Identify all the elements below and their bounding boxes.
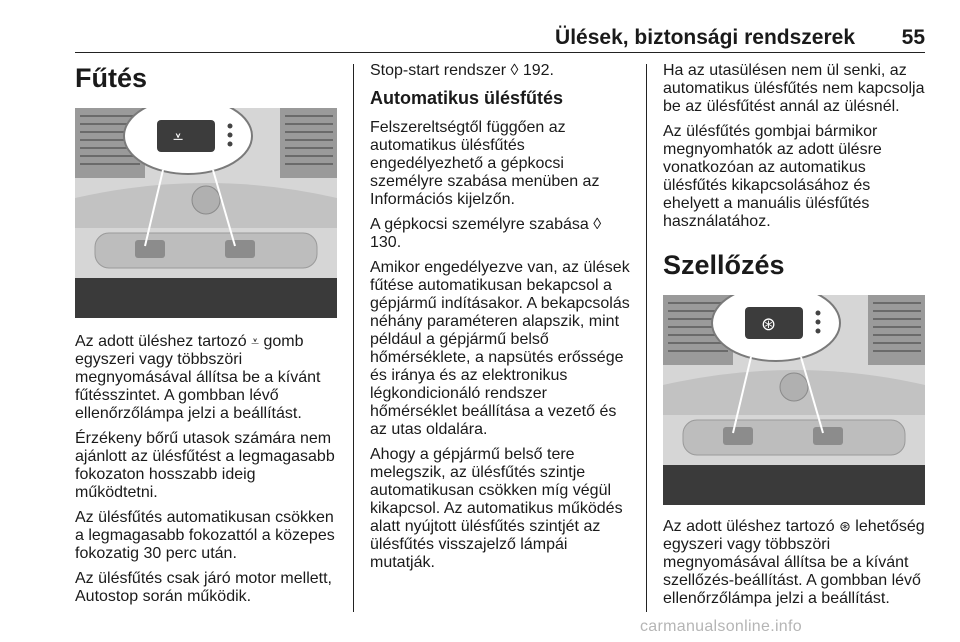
svg-text:⊛: ⊛ xyxy=(761,314,777,335)
column-divider-1 xyxy=(353,64,354,612)
paragraph-1: Az adott üléshez tartozó ⩡ gomb egyszeri vagy többszöri megnyomásával állítsa be a kívánt fűtésszintet. A gombban lévő ellenőrzőlámpa jelzi a beállítást. xyxy=(75,333,321,422)
paragraph-3: Amikor engedélyezve van, az ülések fűtése automatikusan bekapcsol a gépjármű indításakor. A bekapcsolás néhány paraméteren alapszik, mint például a gépjármű belső hőmérséklete, a napsütés erőssége és iránya és az elektronikus légkondicionáló rendszer hőmérséklet beállítása a vezető és az utas oldalára. xyxy=(370,259,630,438)
page-number: 55 xyxy=(901,26,925,49)
paragraph-2: Érzékeny bőrű utasok számára nem ajánlott az ülésfűtést a legmagasabb fokozaton hosszabb ideig működtetni. xyxy=(75,430,335,501)
svg-text:⩡: ⩡ xyxy=(173,127,184,148)
column-2 xyxy=(370,62,632,579)
heading-ventilation: Szellőzés xyxy=(663,250,785,280)
seat-ventilation-icon: ⊛ xyxy=(839,518,851,534)
header-rule xyxy=(75,52,925,53)
heading-heating: Fűtés xyxy=(75,63,148,93)
paragraph-3: Az ülésfűtés automatikusan csökken a legmagasabb fokozattól a közepes fokozatig 30 perc után. xyxy=(75,509,335,562)
page-header xyxy=(75,26,925,52)
watermark: carmanualsonline.info xyxy=(640,618,802,635)
seat-heating-photo xyxy=(75,108,337,318)
heading-auto-seat-heating: Automatikus ülésfűtés xyxy=(370,88,564,108)
column-1 xyxy=(75,62,337,613)
paragraph-3: Az adott üléshez tartozó ⊛ lehetőség egyszeri vagy többszöri megnyomásával állítsa be a kívánt szellőzés-beállítást. A gombban lévő ellenőrzőlámpa jelzi a beállítást. xyxy=(663,518,925,607)
paragraph-2: A gépkocsi személyre szabása ◊ 130. xyxy=(370,216,602,251)
paragraph-4: Az ülésfűtés csak járó motor mellett, Autostop során működik. xyxy=(75,570,332,605)
paragraph-4: Ahogy a gépjármű belső tere melegszik, az ülésfűtés szintje automatikusan csökken míg végül kikapcsol. Az automatikus működés alatt nyújtott ülésfűtés szintjét az ülésfűtés visszajelző lámpái mutatják. xyxy=(370,446,623,571)
paragraph-1: Felszereltségtől függően az automatikus ülésfűtés engedélyezhető a gépkocsi személyre szabása menüben az Információs kijelzőn. xyxy=(370,119,600,208)
paragraph-stop-start: Stop-start rendszer ◊ 192. xyxy=(370,62,554,79)
paragraph-1: Ha az utasülésen nem ül senki, az automatikus ülésfűtés nem kapcsolja be az ülésfűtést annál az ülésnél. xyxy=(663,62,925,115)
section-title: Ülések, biztonsági rendszerek xyxy=(555,26,855,49)
seat-heating-icon: ⩡ xyxy=(251,333,260,349)
paragraph-2: Az ülésfűtés gombjai bármikor megnyomhatók az adott ülésre vonatkozóan az automatikus ülésfűtés kikapcsolásához és ehelyett a manuális ülésfűtés használatához. xyxy=(663,123,882,230)
column-3 xyxy=(663,62,928,615)
column-divider-2 xyxy=(646,64,647,612)
seat-ventilation-photo xyxy=(663,295,925,505)
